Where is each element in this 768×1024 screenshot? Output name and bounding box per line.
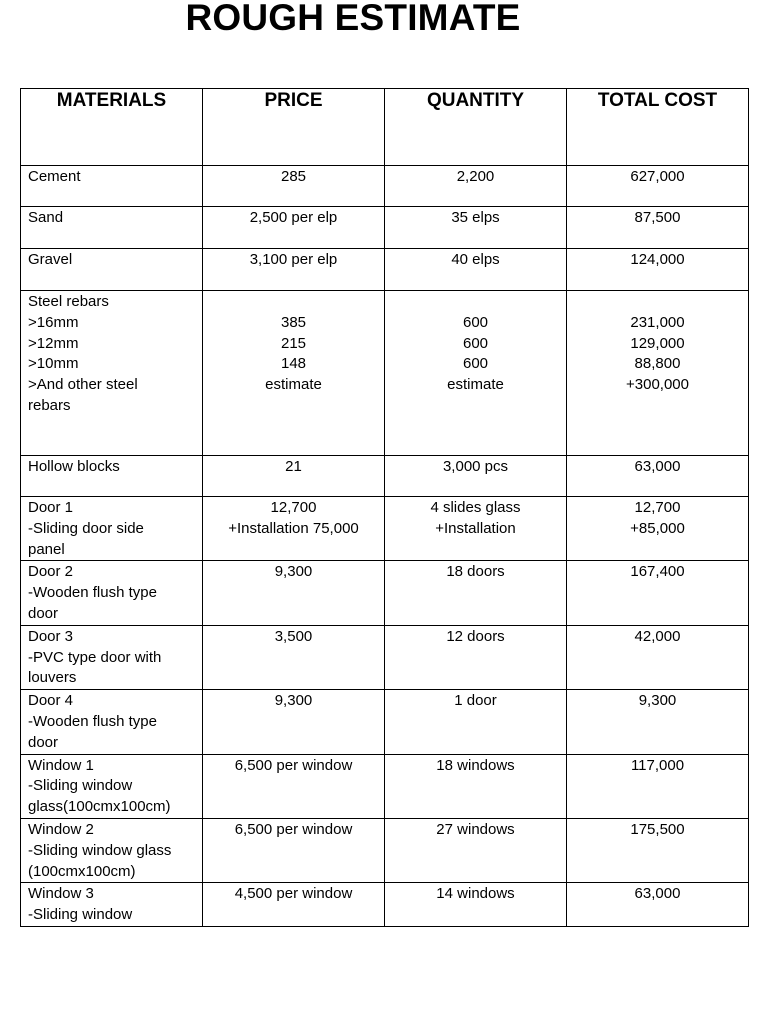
- table-row: [21, 561, 749, 625]
- table-body: [21, 166, 749, 927]
- material-cell: [21, 456, 203, 497]
- price-cell: [203, 291, 385, 456]
- material-cell: [21, 561, 203, 625]
- header-materials: MATERIALS: [21, 89, 203, 166]
- cell-line: -Sliding door side: [28, 519, 144, 537]
- cell-line: >10mm: [28, 355, 79, 373]
- total-cost-cell: [567, 249, 749, 291]
- page-title: ROUGH ESTIMATE: [185, 0, 521, 38]
- quantity-cell: [385, 625, 567, 689]
- cell-line: 4 slides glass: [430, 499, 521, 516]
- cell-line: 2,500 per elp: [249, 209, 338, 226]
- cell-line: 600: [462, 313, 489, 331]
- cell-line: 3,000 pcs: [442, 458, 509, 475]
- cell-line: 9,300: [638, 692, 677, 710]
- quantity-cell: [385, 561, 567, 625]
- cell-line: 3,100 per elp: [249, 251, 338, 268]
- cell-line: -PVC type door with: [28, 648, 162, 666]
- cell-line: 9,300: [274, 563, 313, 581]
- cell-line: 6,500 per window: [234, 820, 353, 838]
- cell-line: 385: [280, 313, 307, 331]
- cell-line: rebars: [28, 396, 71, 414]
- price-cell: [203, 754, 385, 818]
- cell-line: 63,000: [634, 458, 681, 475]
- table-row: [21, 625, 749, 689]
- cell-line: 124,000: [630, 251, 685, 268]
- cell-line: 627,000: [630, 168, 685, 185]
- cell-line: estimate: [265, 376, 322, 394]
- table-row: [21, 456, 749, 497]
- cell-line: estimate: [447, 376, 504, 394]
- total-cost-cell: [567, 818, 749, 882]
- quantity-cell: [385, 818, 567, 882]
- cell-line: 12,700: [270, 499, 317, 516]
- table-row: [21, 497, 749, 561]
- price-cell: [203, 497, 385, 561]
- cell-line: 215: [280, 334, 307, 352]
- price-cell: [203, 207, 385, 249]
- quantity-cell: [385, 166, 567, 207]
- total-cost-cell: [567, 690, 749, 754]
- price-cell: [203, 249, 385, 291]
- quantity-cell: [385, 690, 567, 754]
- material-cell: [21, 883, 203, 927]
- price-cell: [203, 625, 385, 689]
- cell-line: 600: [462, 334, 489, 352]
- cell-line: 148: [280, 355, 307, 373]
- quantity-cell: [385, 207, 567, 249]
- cell-line: Sand: [28, 209, 64, 226]
- total-cost-cell: [567, 291, 749, 456]
- cell-line: 14 windows: [436, 885, 515, 903]
- table-row: [21, 166, 749, 207]
- cell-line: 42,000: [634, 627, 681, 645]
- cell-line: Door 1: [28, 499, 74, 516]
- table-row: [21, 207, 749, 249]
- cell-line: 21: [285, 458, 302, 475]
- price-cell: [203, 166, 385, 207]
- header-price: PRICE: [203, 89, 385, 166]
- quantity-cell: [385, 883, 567, 927]
- table-row: [21, 754, 749, 818]
- table-header-row: [21, 89, 749, 166]
- cell-line: -Sliding window: [28, 906, 133, 924]
- table-row: [21, 249, 749, 291]
- quantity-cell: [385, 456, 567, 497]
- header-quantity: QUANTITY: [385, 89, 567, 166]
- cell-line: 27 windows: [436, 820, 515, 838]
- cell-line: 18 doors: [446, 563, 505, 581]
- price-cell: [203, 456, 385, 497]
- header-total-cost: TOTAL COST: [567, 89, 749, 166]
- cell-line: +300,000: [626, 376, 689, 394]
- cell-line: Door 2: [28, 563, 74, 581]
- cell-line: >And other steel: [28, 376, 138, 394]
- cell-line: >16mm: [28, 313, 79, 331]
- cell-line: -Wooden flush type: [28, 584, 157, 602]
- material-cell: [21, 291, 203, 456]
- material-cell: [21, 207, 203, 249]
- cell-line: 87,500: [634, 209, 681, 226]
- quantity-cell: [385, 497, 567, 561]
- cell-line: 129,000: [630, 334, 685, 352]
- cell-line: Gravel: [28, 251, 73, 268]
- total-cost-cell: [567, 625, 749, 689]
- cell-line: 12 doors: [446, 627, 505, 645]
- cell-line: Steel rebars: [28, 293, 109, 310]
- total-cost-cell: [567, 883, 749, 927]
- table-row: [21, 690, 749, 754]
- cell-line: [567, 292, 748, 313]
- cell-line: Hollow blocks: [28, 458, 120, 475]
- cell-line: 18 windows: [436, 756, 515, 774]
- cell-line: door: [28, 604, 59, 622]
- cell-line: (100cmx100cm): [28, 862, 136, 880]
- cell-line: 4,500 per window: [234, 885, 353, 903]
- cell-line: 1 door: [454, 692, 497, 710]
- price-cell: [203, 561, 385, 625]
- table-row: [21, 883, 749, 927]
- price-cell: [203, 883, 385, 927]
- cell-line: +Installation 75,000: [228, 519, 359, 537]
- cell-line: 117,000: [630, 756, 685, 774]
- cell-line: 600: [462, 355, 489, 373]
- cell-line: [203, 292, 384, 313]
- quantity-cell: [385, 249, 567, 291]
- cell-line: 6,500 per window: [234, 756, 353, 774]
- cell-line: panel: [28, 540, 65, 558]
- cell-line: 88,800: [634, 355, 681, 373]
- cell-line: +Installation: [435, 519, 516, 537]
- material-cell: [21, 249, 203, 291]
- total-cost-cell: [567, 561, 749, 625]
- quantity-cell: [385, 291, 567, 456]
- cell-line: 3,500: [274, 627, 313, 645]
- price-cell: [203, 818, 385, 882]
- cell-line: 12,700: [634, 499, 681, 516]
- cell-line: 285: [280, 168, 307, 185]
- cell-line: Window 3: [28, 885, 94, 903]
- price-cell: [203, 690, 385, 754]
- cell-line: -Wooden flush type: [28, 712, 157, 730]
- material-cell: [21, 497, 203, 561]
- total-cost-cell: [567, 207, 749, 249]
- total-cost-cell: [567, 456, 749, 497]
- cell-line: louvers: [28, 669, 77, 687]
- cell-line: [385, 292, 566, 313]
- cell-line: Window 2: [28, 820, 94, 838]
- material-cell: [21, 818, 203, 882]
- material-cell: [21, 166, 203, 207]
- cell-line: -Sliding window glass: [28, 841, 172, 859]
- cell-line: Door 3: [28, 627, 74, 645]
- cell-line: 35 elps: [451, 209, 500, 226]
- cell-line: Cement: [28, 168, 81, 185]
- cell-line: Window 1: [28, 756, 94, 774]
- cell-line: Door 4: [28, 692, 74, 710]
- cell-line: >12mm: [28, 334, 79, 352]
- total-cost-cell: [567, 497, 749, 561]
- cell-line: -Sliding window: [28, 777, 133, 795]
- cell-line: 63,000: [634, 885, 681, 903]
- material-cell: [21, 690, 203, 754]
- cell-line: 9,300: [274, 692, 313, 710]
- cell-line: 2,200: [456, 168, 495, 185]
- material-cell: [21, 625, 203, 689]
- cell-line: door: [28, 733, 59, 751]
- cell-line: glass(100cmx100cm): [28, 798, 171, 816]
- estimate-table: [20, 88, 749, 927]
- cell-line: 231,000: [630, 313, 685, 331]
- total-cost-cell: [567, 166, 749, 207]
- cell-line: +85,000: [630, 519, 685, 537]
- quantity-cell: [385, 754, 567, 818]
- table-row: [21, 818, 749, 882]
- table-row: [21, 291, 749, 456]
- total-cost-cell: [567, 754, 749, 818]
- cell-line: 175,500: [630, 820, 685, 838]
- cell-line: 40 elps: [451, 251, 500, 268]
- material-cell: [21, 754, 203, 818]
- cell-line: 167,400: [630, 563, 685, 581]
